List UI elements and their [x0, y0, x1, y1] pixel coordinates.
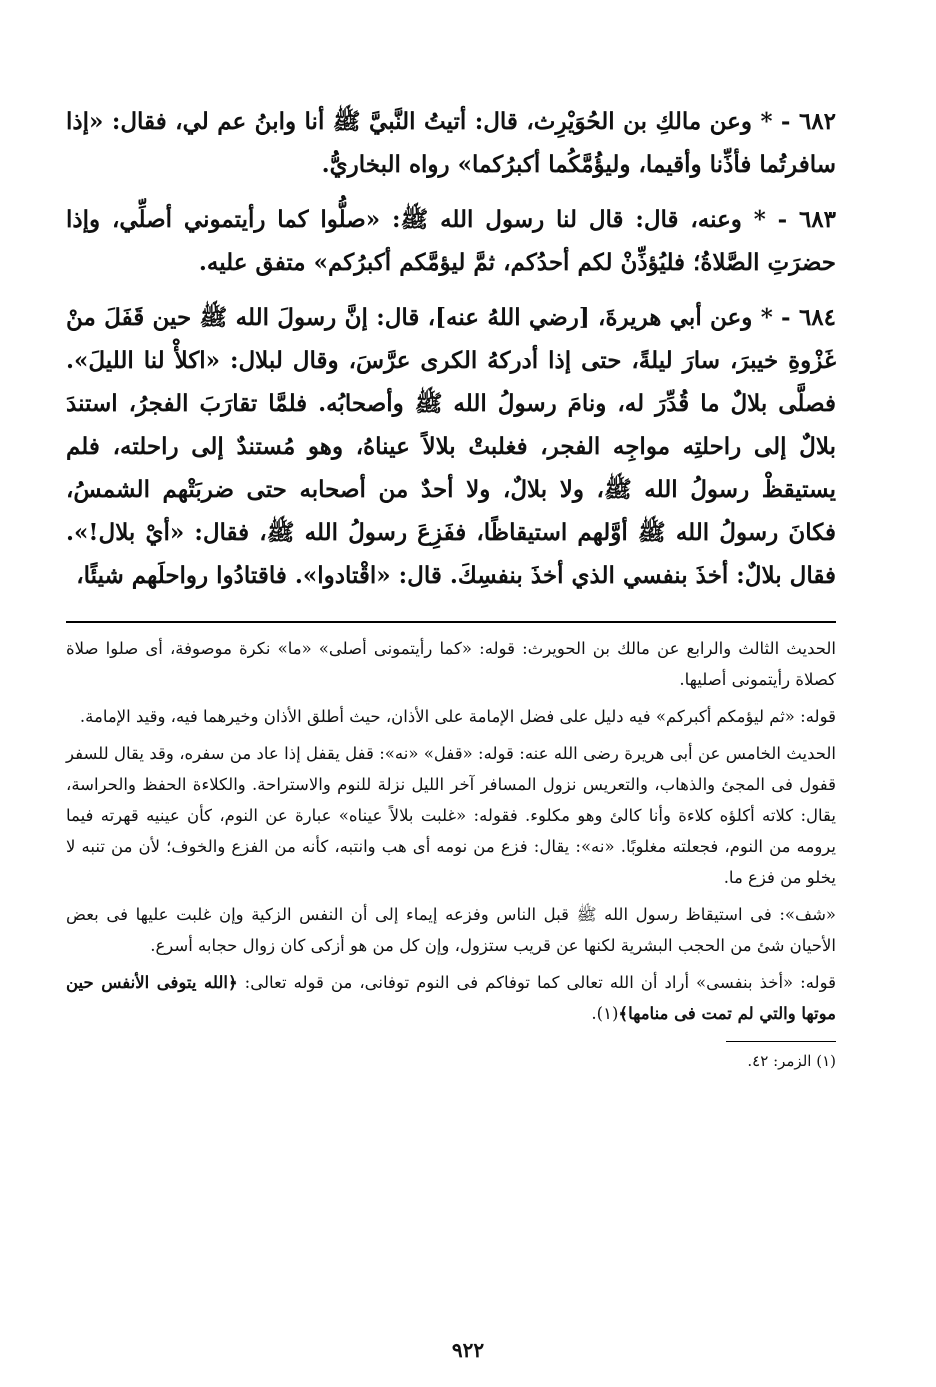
quran-quote: ﴿الله يتوفى الأنفس حين موتها والتي لم تمت فى منامها﴾ [66, 973, 836, 1023]
page-number: ٩٢٢ [451, 1338, 485, 1362]
hadith-number: ٦٨٤ [798, 304, 836, 331]
hadith-683 [66, 198, 836, 284]
footnote-divider [726, 1041, 836, 1042]
hadith-684 [66, 296, 836, 597]
hadith-text: - * وعن مالكِ بن الحُوَيْرِث، قال: أتيتُ النَّبيَّ ﷺ أنا وابنُ عم لي، فقال: «إذا سافرتُما فأذِّنا وأقيما، وليؤُمَّكُما أكبرُكما» رواه البخاريُّ. [66, 108, 836, 178]
commentary-note-1: الحديث الثالث والرابع عن مالك بن الحويرث: قوله: «كما رأيتمونى أصلى» «ما» نكرة موصوفة، أى صلوا صلاة كصلاة رأيتمونى أصليها. [66, 639, 836, 689]
hadith-number: ٦٨٣ [798, 206, 836, 233]
commentary-note-5 [66, 967, 836, 1029]
page-body [66, 100, 836, 1380]
hadith-number: ٦٨٢ [798, 108, 836, 135]
footnote: (١) الزمر: ٤٢. [747, 1052, 836, 1070]
hadith-text: - * وعنه، قال: قال لنا رسول الله ﷺ: «صلُّوا كما رأيتموني أصلِّي، وإذا حضرَتِ الصَّلاةُ؛ فليُؤذِّنْ لكم أحدُكم، ثمَّ ليؤمَّكم أكبرُكم» متفق عليه. [66, 206, 836, 276]
commentary-note-3: الحديث الخامس عن أبى هريرة رضى الله عنه: قوله: «قفل» «نه»: قفل يقفل إذا عاد من سفره، وقد يقال للسفر قفول فى المجئ والذهاب، والتعريس نزول المسافر آخر الليل نزلة للنوم والاستراحة. والكلاءة الحفظ والحراسة، يقال: كلاته أكلؤه كلاءة وأنا كالئ وهو مكلوء. فقوله: «غلبت بلالاً عيناه» عبارة عن النوم، كأن عينيه قهرته فيما يرومه من النوم، فجعلته مغلوبًا. «نه»: يقال: فزع من نومه أى هب وانتبه، كأنه من الفزع والخوف؛ لأن من تنبه لا يخلو من فزع ما. [66, 744, 836, 887]
commentary-note-4: «شف»: فى استيقاظ رسول الله ﷺ قبل الناس وفزعه إيماء إلى أن النفس الزكية وإن غلبت عليها فى بعض الأحيان شئ من الحجب البشرية لكنها عن قريب ستزول، وإن كل من هو أزكى كان زوال حجابه أسرع. [66, 905, 836, 955]
hadith-text: - * وعن أبي هريرةَ، [رضي اللهُ عنه]، قال: إنَّ رسولَ الله ﷺ حين قَفَلَ منْ غَزْوةِ خيبرَ، سارَ ليلةً، حتى إذا أدركهُ الكرى عرَّسَ، وقال لبلال: «اكلأْ لنا الليلَ». فصلَّى بلالٌ ما قُدِّرَ له، ونامَ رسولُ الله ﷺ وأصحابُه. فلمَّا تقارَبَ الفجرُ، استندَ بلالٌ إلى راحلتِه مواجِه الفجر، فغلبتْ بلالاً عيناهُ، وهو مُستندٌ إلى راحلته، فلم يستيقظْ رسولُ الله ﷺ، ولا بلالٌ، ولا أحدٌ من أصحابه حتى ضربَتْهم الشمسُ، فكانَ رسولُ الله ﷺ أوَّلهم استيقاظًا، ففَزِعَ رسولُ الله ﷺ، فقال: «أيْ بلال!». فقال بلالٌ: أخذَ بنفسي الذي أخذَ بنفسِكَ. قال: «اقْتادوا». فاقتادُوا رواحلَهم شيئًا، [66, 304, 836, 589]
footnote-marker: (١). [591, 1004, 619, 1023]
commentary-divider [66, 621, 836, 623]
commentary-note-2: قوله: «ثم ليؤمكم أكبركم» فيه دليل على فضل الإمامة على الأذان، حيث أطلق الأذان وخيرهما فيه، وقيد الإمامة. [79, 707, 836, 726]
hadith-682 [66, 100, 836, 186]
note-lead: قوله: «أخذ بنفسى» أراد أن الله تعالى كما توفاكم فى النوم توفانى، من قوله تعالى: [237, 973, 836, 992]
